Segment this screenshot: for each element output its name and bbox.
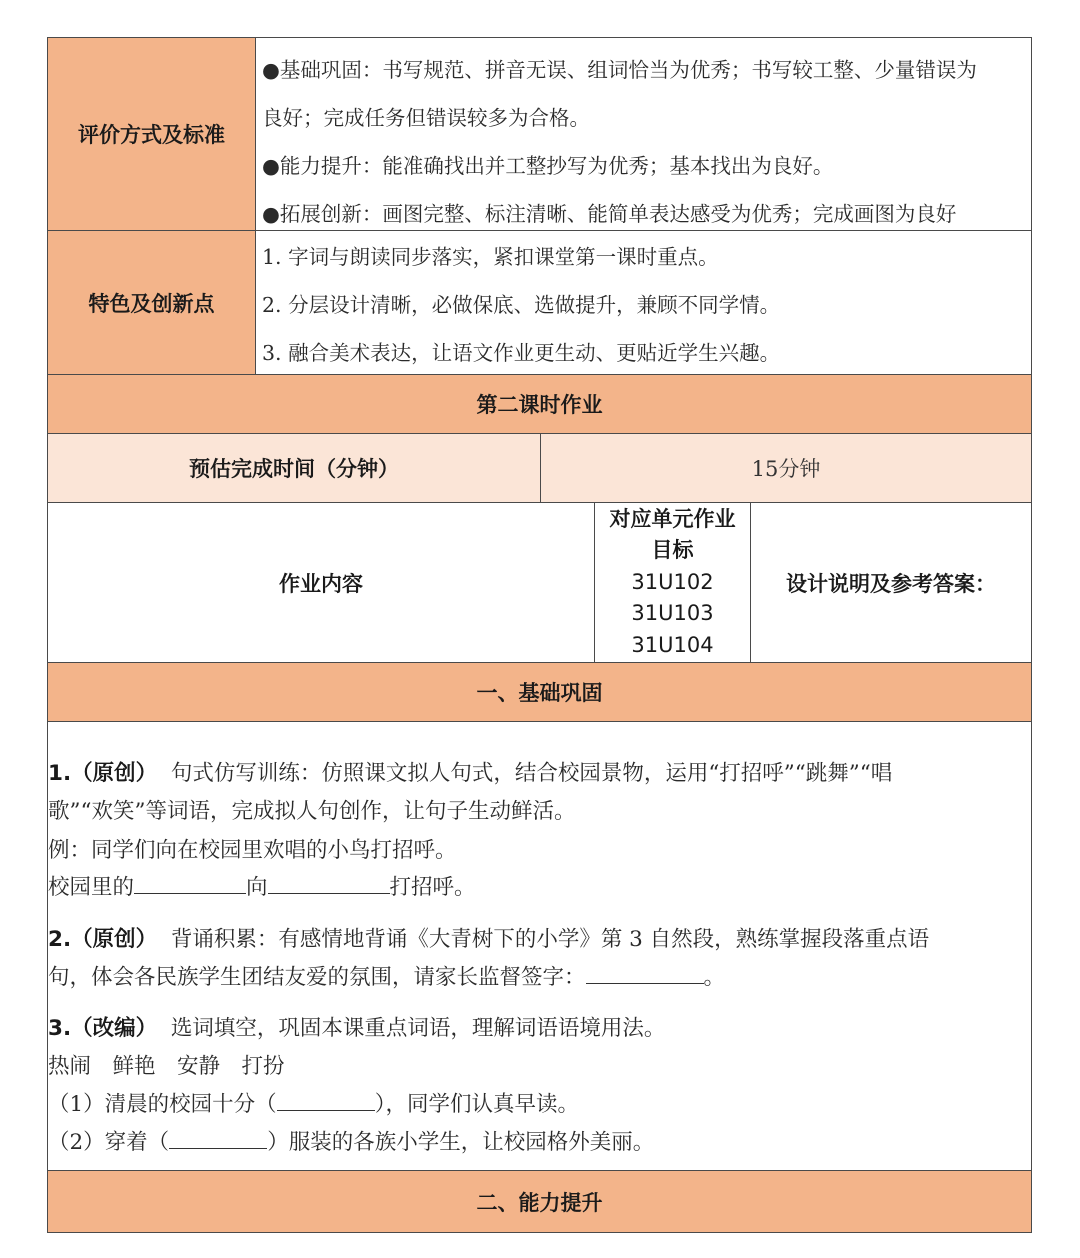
evaluation-line: 良好；完成任务但错误较多为合格。 bbox=[262, 106, 590, 130]
q1-example: 例：同学们向在校园里欢唱的小鸟打招呼。 bbox=[48, 838, 457, 863]
q1-blank[interactable] bbox=[268, 892, 390, 894]
goal-cell bbox=[594, 503, 750, 662]
features-line: 2. 分层设计清晰，必做保底、选做提升，兼顾不同学情。 bbox=[262, 293, 781, 317]
content-label: 作业内容 bbox=[279, 571, 363, 596]
q3-word-bank: 热闹 鲜艳 安静 打扮 bbox=[48, 1054, 285, 1079]
features-content bbox=[255, 231, 1031, 374]
time-row bbox=[47, 433, 1032, 502]
goal-label: 目标 bbox=[651, 538, 694, 563]
q1-line bbox=[48, 756, 892, 787]
q3-text: 选词填空，巩固本课重点词语，理解词语语境用法。 bbox=[170, 1016, 666, 1041]
q2-text: 背诵积累：有感情地背诵《大青树下的小学》第 3 自然段，熟练掌握段落重点语 bbox=[170, 927, 930, 952]
q3-line bbox=[48, 1011, 665, 1042]
evaluation-row bbox=[47, 37, 1032, 230]
section1-content bbox=[47, 721, 1032, 1170]
q2-line bbox=[48, 960, 725, 991]
goal-code: 31U102 bbox=[631, 569, 714, 594]
q2-number: 2.（原创） bbox=[48, 927, 158, 952]
lesson2-header-row bbox=[47, 502, 1032, 662]
q1-line: 歌”“欢笑”等词语，完成拟人句创作，让句子生动鲜活。 bbox=[48, 799, 576, 824]
features-row bbox=[47, 230, 1032, 374]
section2-title: 二、能力提升 bbox=[47, 1170, 1032, 1232]
q1-blank[interactable] bbox=[134, 892, 246, 894]
goal-label: 对应单元作业 bbox=[609, 506, 736, 531]
evaluation-line: ●能力提升：能准确找出并工整抄写为优秀；基本找出为良好。 bbox=[262, 154, 834, 178]
time-label: 预估完成时间（分钟） bbox=[189, 457, 399, 481]
evaluation-content bbox=[255, 38, 1031, 230]
q3-text: （1）清晨的校园十分（ bbox=[48, 1092, 277, 1117]
time-value: 15分钟 bbox=[540, 434, 1031, 502]
q3-sentence bbox=[48, 1125, 654, 1156]
features-line: 1. 字词与朗读同步落实，紧扣课堂第一课时重点。 bbox=[262, 245, 719, 269]
evaluation-label: 评价方式及标准 bbox=[48, 38, 255, 230]
evaluation-line: ●基础巩固：书写规范、拼音无误、组词恰当为优秀；书写较工整、少量错误为 bbox=[262, 58, 977, 82]
section1-title: 一、基础巩固 bbox=[47, 662, 1032, 721]
features-label: 特色及创新点 bbox=[48, 231, 255, 374]
signature-blank[interactable] bbox=[586, 982, 704, 984]
q2-text: 句，体会各民族学生团结友爱的氛围，请家长监督签字： bbox=[48, 965, 586, 990]
design-label: 设计说明及参考答案： bbox=[750, 503, 1031, 662]
q3-text: （2）穿着（ bbox=[48, 1130, 170, 1155]
q1-number: 1.（原创） bbox=[48, 761, 158, 786]
q1-fill-line bbox=[48, 870, 476, 901]
lesson2-title: 第二课时作业 bbox=[47, 374, 1032, 433]
q3-text: ）服装的各族小学生，让校园格外美丽。 bbox=[267, 1130, 655, 1155]
q2-line bbox=[48, 922, 929, 953]
features-line: 3. 融合美术表达，让语文作业更生动、更贴近学生兴趣。 bbox=[262, 341, 781, 365]
q2-text: 。 bbox=[703, 965, 726, 990]
q3-text: ），同学们认真早读。 bbox=[374, 1092, 579, 1117]
goal-code: 31U103 bbox=[631, 601, 714, 626]
table-bottom-border bbox=[47, 1232, 1032, 1233]
q3-sentence bbox=[48, 1087, 579, 1118]
q1-fill-text: 校园里的 bbox=[48, 875, 135, 900]
q1-fill-text: 向 bbox=[246, 875, 268, 900]
q1-fill-text: 打招呼。 bbox=[389, 875, 476, 900]
evaluation-line: ●拓展创新：画图完整、标注清晰、能简单表达感受为优秀；完成画图为良好 bbox=[262, 202, 957, 226]
q1-text: 句式仿写训练：仿照课文拟人句式，结合校园景物，运用“打招呼”“跳舞”“唱 bbox=[170, 761, 893, 786]
goal-code: 31U104 bbox=[631, 632, 714, 657]
q3-number: 3.（改编） bbox=[48, 1016, 158, 1041]
q3-blank[interactable] bbox=[277, 1109, 375, 1111]
q3-blank[interactable] bbox=[169, 1147, 267, 1149]
